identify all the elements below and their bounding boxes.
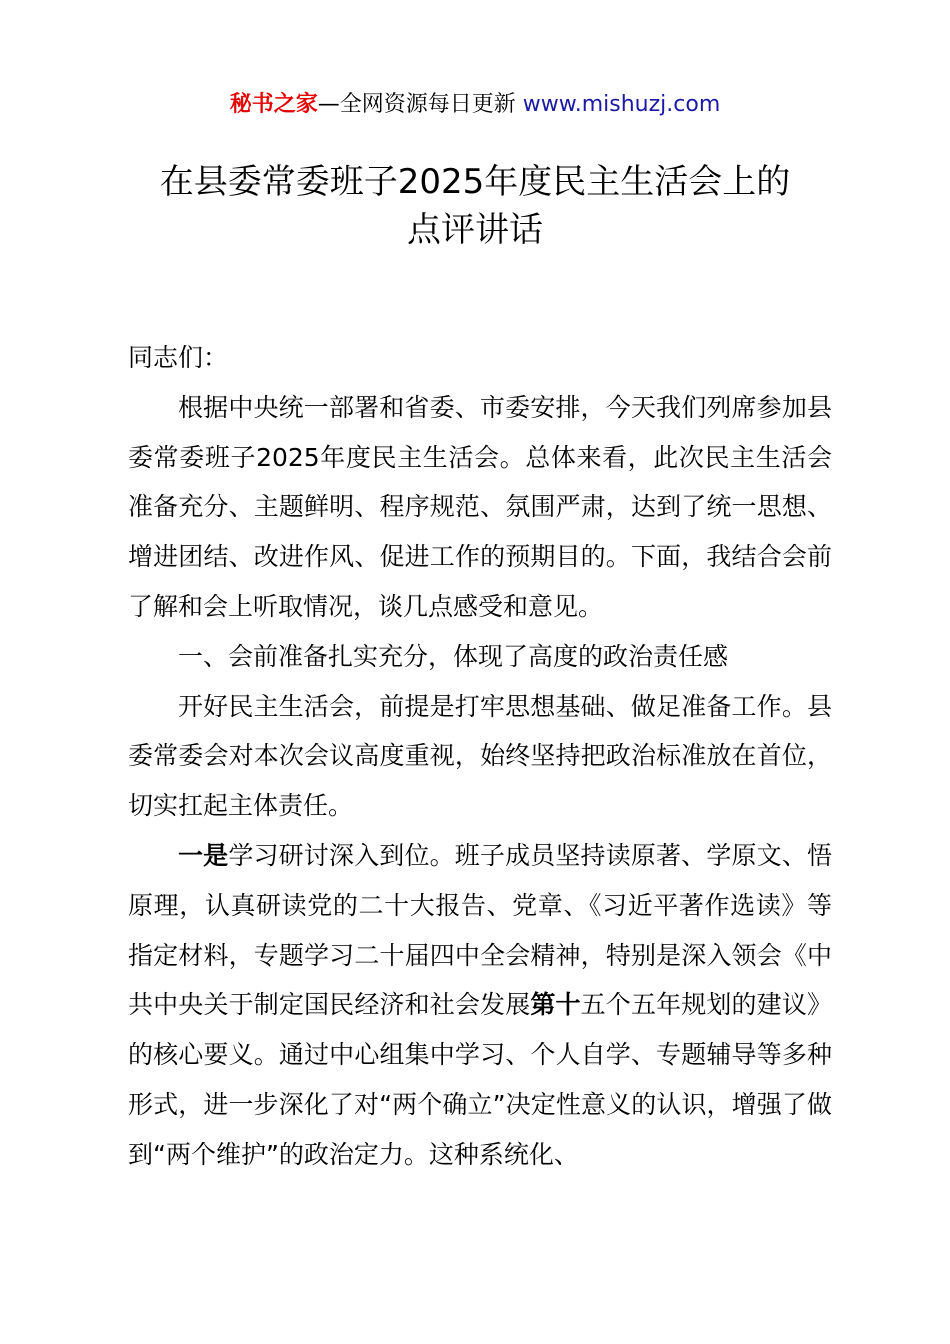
site-url-link[interactable]: www.mishuzj.com — [522, 92, 721, 117]
title-line-1: 在县委常委班子2025年度民主生活会上的 — [159, 162, 791, 202]
paragraph-intro: 根据中央统一部署和省委、市委安排，今天我们列席参加县委常委班子2025年度民主生活会。总体来看，此次民主生活会准备充分、主题鲜明、程序规范、氛围严肃，达到了统一思想、增进团结、改进作风、促进工作的预期目的。下面，我结合会前了解和会上听取情况，谈几点感受和意见。 — [128, 392, 832, 621]
site-header — [0, 88, 950, 122]
point-text-part1: 学习研讨深入到位。班子成员坚持读原著、学原文、悟原理，认真研读党的二十大报告、党章、《习近平著作选读》等指定材料，专题学习二十届四中全会精神，特别是深入领会《中共中央关于制定国民经济和社会发展 — [128, 840, 832, 1020]
site-tagline: —全网资源每日更新 — [317, 92, 516, 117]
point-text-part2: 五个五年规划的建议》的核心要义。通过中心组集中学习、个人自学、专题辅导等多种形式，进一步深化了对“两个确立”决定性意义的认识，增强了做到“两个维护”的政治定力。这种系统化、 — [128, 990, 832, 1169]
section-heading-1: 一、会前准备扎实充分，体现了高度的政治责任感 — [178, 641, 729, 671]
document-body — [128, 333, 832, 1180]
point-bold-text: 第十 — [530, 990, 581, 1020]
title-line-2: 点评讲话 — [407, 210, 543, 250]
salutation: 同志们： — [128, 343, 229, 372]
document-title — [0, 158, 950, 254]
point-lead: 一是 — [178, 840, 229, 870]
site-brand: 秘书之家 — [229, 92, 318, 117]
paragraph-section-1: 开好民主生活会，前提是打牢思想基础、做足准备工作。县委常委会对本次会议高度重视，始终坚持把政治标准放在首位，切实扛起主体责任。 — [128, 691, 832, 821]
paragraph-point-1 — [128, 831, 832, 1180]
